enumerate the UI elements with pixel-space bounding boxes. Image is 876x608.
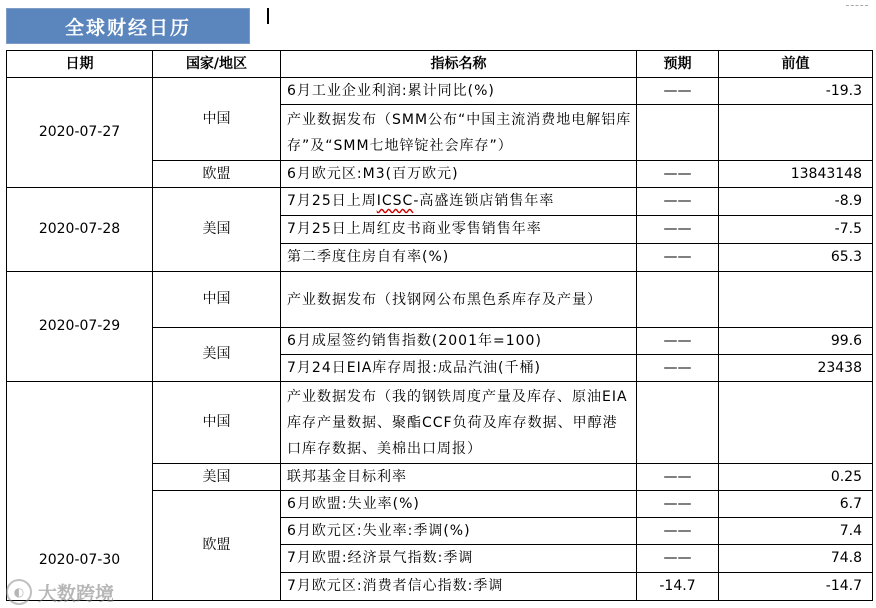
forecast-cell: —— [637,545,719,573]
previous-cell: 74.8 [719,545,873,573]
indicator-cell: 联邦基金目标利率 [281,464,637,491]
previous-cell: 99.6 [719,328,873,355]
page-title-text: 全球财经日历 [64,16,191,39]
table-header-row [7,51,873,78]
forecast-cell: —— [637,328,719,355]
indicator-cell: 产业数据发布（SMM公布“中国主流消费地电解铝库存”及“SMM七地锌锭社会库存”） [281,105,637,161]
indicator-cell: 7月欧盟:经济景气指数:季调 [281,545,637,573]
previous-cell [719,382,873,464]
previous-cell: 0.25 [719,464,873,491]
indicator-cell: 6月欧元区:失业率:季调(%) [281,518,637,545]
date-cell: 2020-07-27 [7,78,153,188]
region-cell: 美国 [153,464,281,491]
date-cell: 2020-07-28 [7,188,153,272]
indicator-text-suffix: -高盛连锁店销售年率 [413,193,555,209]
previous-cell [719,105,873,161]
forecast-cell: —— [637,216,719,244]
indicator-cell: 6月工业企业利润:累计同比(%) [281,78,637,105]
forecast-cell: —— [637,161,719,188]
previous-cell: -7.5 [719,216,873,244]
previous-cell: 13843148 [719,161,873,188]
economic-calendar-table [6,50,873,601]
indicator-text-prefix: 7月25日上周 [287,193,377,209]
table-row [7,382,873,464]
indicator-cell: 6月欧元区:M3(百万欧元) [281,161,637,188]
region-cell: 中国 [153,382,281,464]
date-cell: 2020-07-30 [7,382,153,601]
header-indicator: 指标名称 [281,51,637,78]
region-cell: 美国 [153,328,281,382]
forecast-cell [637,272,719,328]
spellcheck-marked-text: ICSC [376,193,414,209]
previous-cell: 7.4 [719,518,873,545]
indicator-cell: 第二季度住房自有率(%) [281,244,637,272]
previous-cell: 6.7 [719,491,873,518]
previous-cell: 23438 [719,355,873,382]
header-forecast: 预期 [637,51,719,78]
forecast-cell: —— [637,244,719,272]
region-cell: 中国 [153,272,281,328]
indicator-cell: 7月24日EIA库存周报:成品汽油(千桶) [281,355,637,382]
forecast-cell: -14.7 [637,573,719,601]
watermark-text: 大数跨境 [38,582,115,605]
forecast-cell: —— [637,491,719,518]
previous-cell: -19.3 [719,78,873,105]
table-row [7,272,873,328]
indicator-cell: 6月欧盟:失业率(%) [281,491,637,518]
page-title [6,8,250,44]
indicator-cell: 产业数据发布（我的钢铁周度产量及库存、原油EIA库存产量数据、聚酯CCF负荷及库存数据、甲醇港口库存数据、美棉出口周报） [281,382,637,464]
previous-cell: 65.3 [719,244,873,272]
region-cell: 中国 [153,78,281,161]
watermark [6,578,114,606]
watermark-logo-icon: ◐ [6,579,32,605]
date-cell: 2020-07-29 [7,272,153,382]
indicator-cell [281,188,637,216]
previous-cell [719,272,873,328]
region-cell: 欧盟 [153,491,281,601]
forecast-cell: —— [637,78,719,105]
forecast-cell: —— [637,518,719,545]
table-row [7,188,873,216]
forecast-cell [637,382,719,464]
forecast-cell [637,105,719,161]
text-cursor [267,8,269,24]
header-date: 日期 [7,51,153,78]
header-previous: 前值 [719,51,873,78]
indicator-cell: 6月成屋签约销售指数(2001年=100) [281,328,637,355]
indicator-cell: 7月25日上周红皮书商业零售销售年率 [281,216,637,244]
table-row [7,78,873,105]
region-cell: 欧盟 [153,161,281,188]
indicator-cell: 7月欧元区:消费者信心指数:季调 [281,573,637,601]
forecast-cell: —— [637,464,719,491]
previous-cell: -14.7 [719,573,873,601]
indicator-cell: 产业数据发布（找钢网公布黑色系库存及产量） [281,272,637,328]
header-region: 国家/地区 [153,51,281,78]
forecast-cell: —— [637,355,719,382]
region-cell: 美国 [153,188,281,272]
previous-cell: -8.9 [719,188,873,216]
forecast-cell: —— [637,188,719,216]
page-corner-marker [846,0,868,6]
